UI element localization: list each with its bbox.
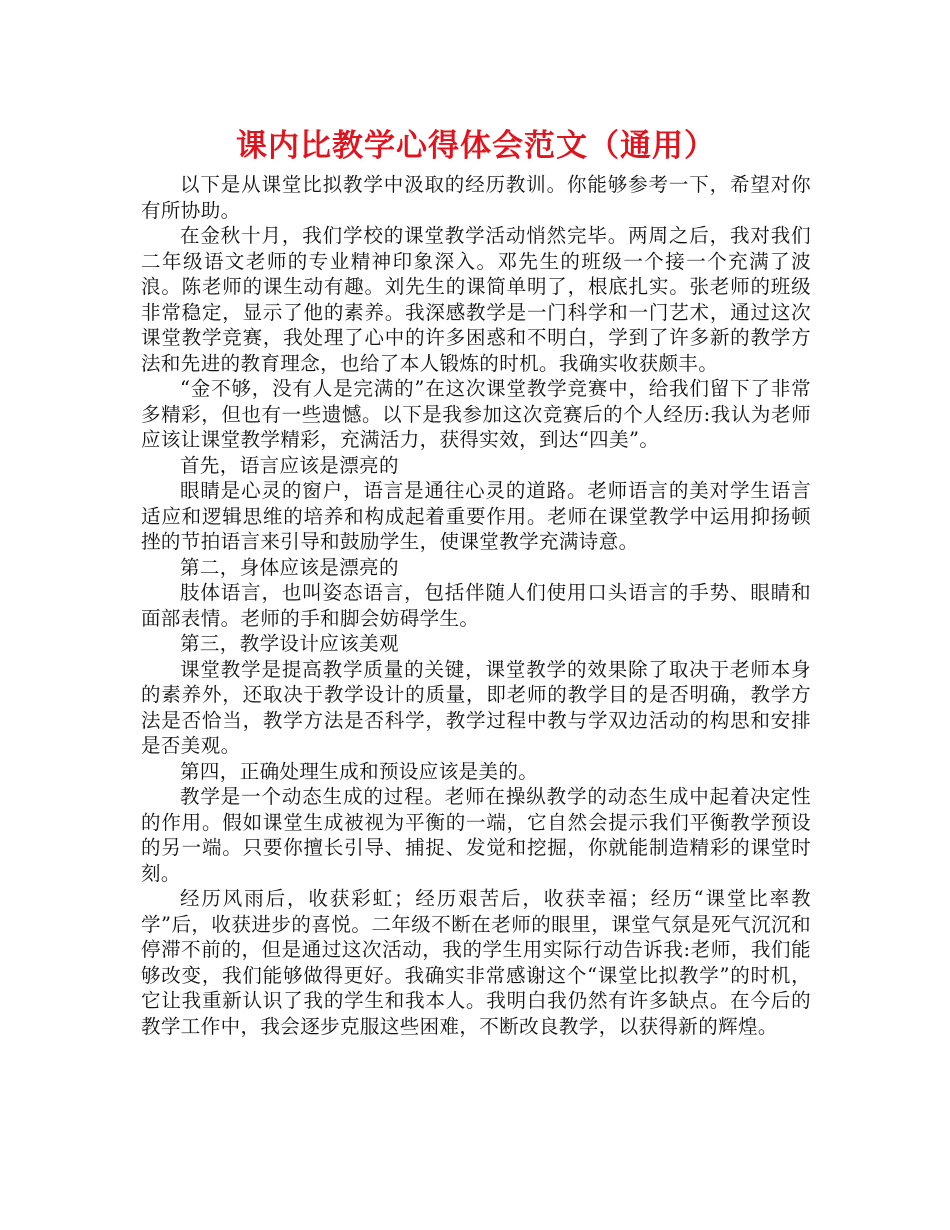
paragraph: 课堂教学是提高教学质量的关键，课堂教学的效果除了取决于老师本身的素养外，还取决于教学设计的质量，即老师的教学目的是否明确，教学方法是否恰当，教学方法是否科学，教学过程中教与学双边活动的构思和安排是否美观。: [141, 657, 811, 757]
document-title: 课内比教学心得体会范文（通用）: [236, 128, 716, 164]
paragraph: 在金秋十月，我们学校的课堂教学活动悄然完毕。两周之后，我对我们二年级语文老师的专业精神印象深入。邓先生的班级一个接一个充满了波浪。陈老师的课生动有趣。刘先生的课简单明了，根底扎实。张老师的班级非常稳定，显示了他的素养。我深感教学是一门科学和一门艺术，通过这次课堂教学竞赛，我处理了心中的许多困惑和不明白，学到了许多新的教学方法和先进的教育理念，也给了本人锻炼的时机。我确实收获颇丰。: [141, 224, 811, 375]
section-heading: 第四，正确处理生成和预设应该是美的。: [180, 759, 539, 783]
paragraph: 教学是一个动态生成的过程。老师在操纵教学的动态生成中起着决定性的作用。假如课堂生成被视为平衡的一端，它自然会提示我们平衡教学预设的另一端。只要你擅长引导、捕捉、发觉和挖掘，你就能制造精彩的课堂时刻。: [141, 785, 811, 885]
paragraph: 肢体语言，也叫姿态语言，包括伴随人们使用口头语言的手势、眼睛和面部表情。老师的手和脚会妨碍学生。: [141, 581, 811, 630]
section-heading: 第三，教学设计应该美观: [180, 632, 399, 655]
section-heading: 首先，语言应该是漂亮的: [180, 453, 399, 477]
section-heading: 第二，身体应该是漂亮的: [180, 555, 399, 579]
paragraph: 经历风雨后，收获彩虹；经历艰苦后，收获幸福；经历“课堂比率教学”后，收获进步的喜悦。二年级不断在老师的眼里，课堂气氛是死气沉沉和停滞不前的，但是通过这次活动，我的学生用实际行动告诉我:老师，我们能够改变，我们能够做得更好。我确实非常感谢这个“课堂比拟教学”的时机，它让我重新认识了我的学生和我本人。我明白我仍然有许多缺点。在今后的教学工作中，我会逐步克服这些困难，不断改良教学，以获得新的辉煌。: [141, 887, 811, 1038]
paragraph: 眼睛是心灵的窗户，语言是通往心灵的道路。老师语言的美对学生语言适应和逻辑思维的培养和构成起着重要作用。老师在课堂教学中运用抑扬顿挫的节拍语言来引导和鼓励学生，使课堂教学充满诗意。: [141, 479, 811, 553]
document-page: [141, 124, 811, 1039]
paragraph: 以下是从课堂比拟教学中汲取的经历教训。你能够参考一下，希望对你有所协助。: [141, 173, 811, 222]
document-body: [141, 172, 811, 1039]
paragraph: “金不够，没有人是完满的”在这次课堂教学竞赛中，给我们留下了非常多精彩，但也有一些遗憾。以下是我参加这次竞赛后的个人经历:我认为老师应该让课堂教学精彩，充满活力，获得实效，到达“四美”。: [141, 377, 811, 451]
